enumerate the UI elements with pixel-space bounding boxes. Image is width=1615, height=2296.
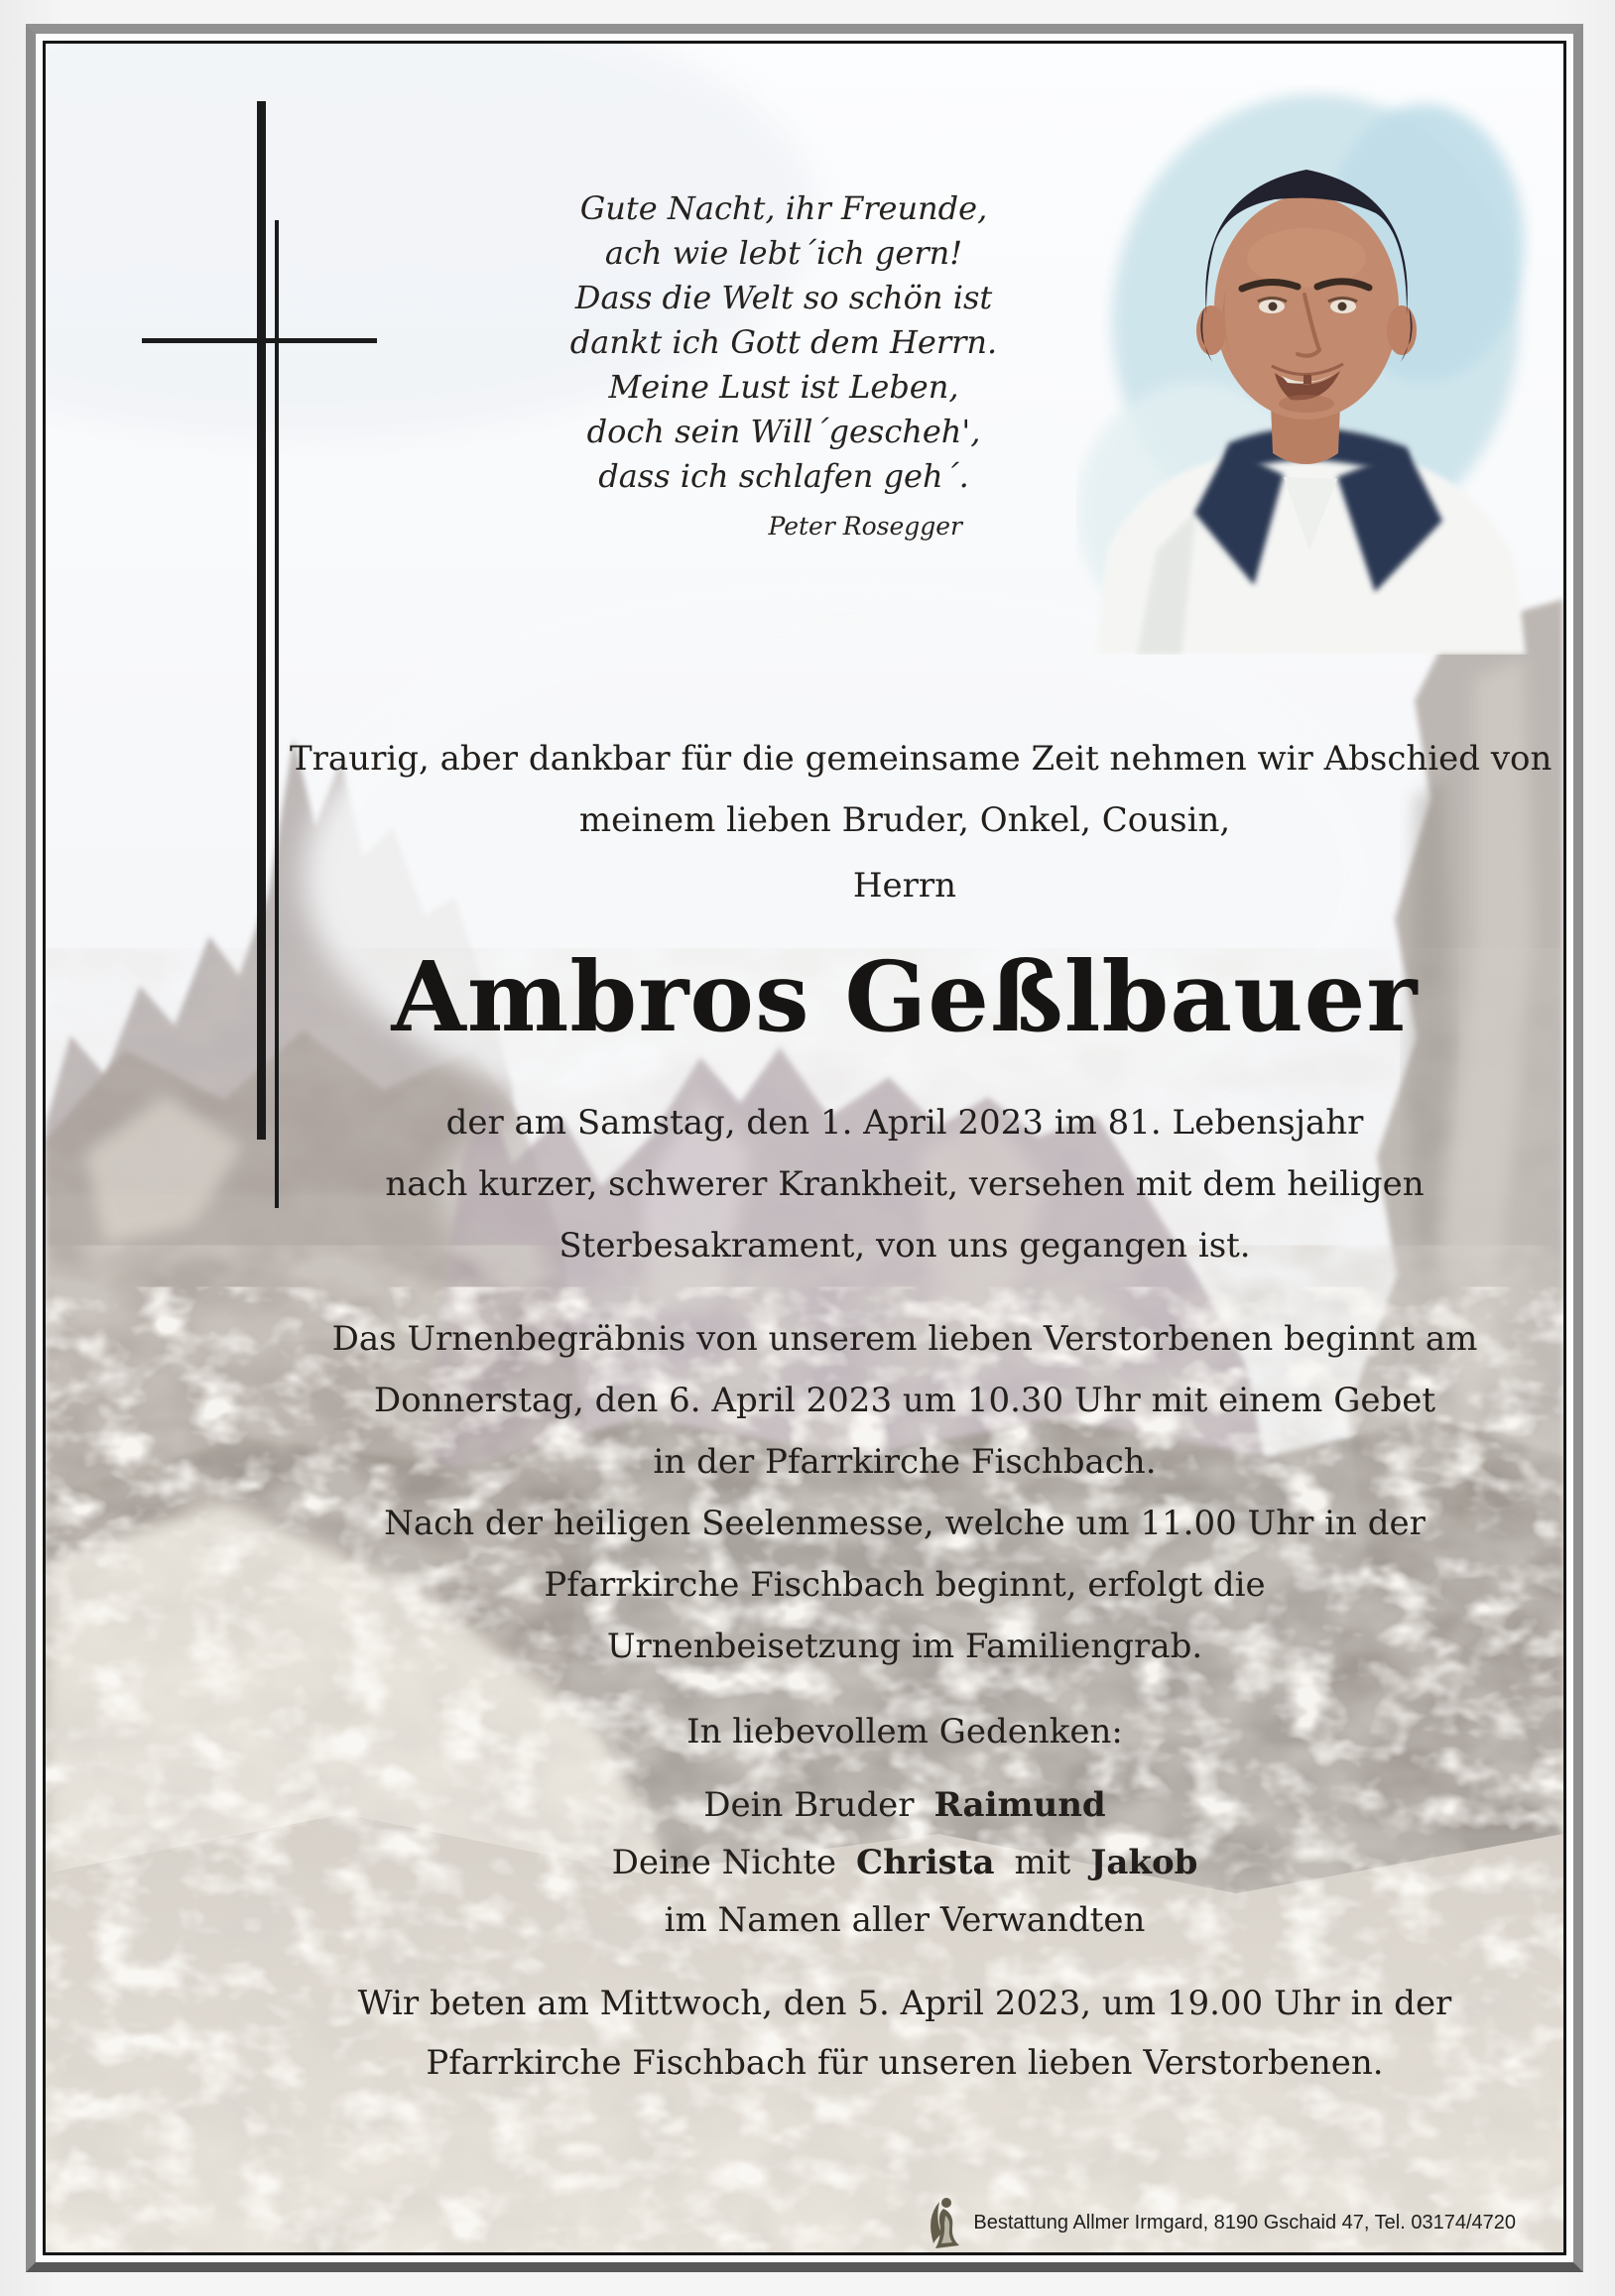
prayer-notice-line: Wir beten am Mittwoch, den 5. April 2023, um 19.00 Uhr in der <box>357 1984 1452 2023</box>
funeral-details <box>290 1308 1520 1677</box>
portrait-photo <box>1076 84 1535 655</box>
funeral-details-line: in der Pfarrkirche Fischbach. <box>653 1442 1157 1482</box>
funeral-details-line: Donnerstag, den 6. April 2023 um 10.30 Uhr mit einem Gebet <box>373 1381 1436 1420</box>
farewell-intro-line: meinem lieben Bruder, Onkel, Cousin, <box>578 800 1231 840</box>
salutation: Herrn <box>852 866 957 906</box>
card-outer-frame <box>26 24 1583 2272</box>
mourner-relation: Dein Bruder <box>703 1785 915 1825</box>
funeral-home-footer <box>924 2194 1516 2251</box>
death-notice-line: der am Samstag, den 1. April 2023 im 81. Lebensjahr <box>445 1103 1364 1143</box>
poem-line: Meine Lust ist Leben, <box>608 368 959 406</box>
mourner-name: Raimund <box>933 1785 1106 1825</box>
mourner-connector: mit <box>1014 1843 1071 1882</box>
funeral-home-info: Bestattung Allmer Irmgard, 8190 Gschaid 47, Tel. 03174/4720 <box>973 2211 1516 2234</box>
death-notice <box>290 1092 1520 1276</box>
cross-vertical-bar <box>257 101 266 1140</box>
prayer-notice-line: Pfarrkirche Fischbach für unseren lieben Verstorbenen. <box>426 2043 1384 2083</box>
cross-horizontal-bar <box>142 338 377 343</box>
funeral-details-line: Urnenbeisetzung im Familiengrab. <box>606 1627 1203 1666</box>
cross-vertical-thin-bar <box>275 220 279 1208</box>
poem-line: Gute Nacht, ihr Freunde, <box>579 189 988 227</box>
mourner-line <box>290 1834 1520 1891</box>
poem-line: Dass die Welt so schön ist <box>574 279 993 316</box>
mourner-line: im Namen aller Verwandten <box>664 1900 1146 1940</box>
funeral-details-line: Pfarrkirche Fischbach beginnt, erfolgt die <box>544 1565 1266 1605</box>
mourner-line <box>290 1776 1520 1834</box>
mourner-name: Christa <box>856 1843 995 1882</box>
death-notice-line: nach kurzer, schwerer Krankheit, versehen mit dem heiligen <box>385 1164 1425 1204</box>
memorial-poem <box>436 186 1131 548</box>
farewell-intro <box>290 728 1553 851</box>
death-notice-line: Sterbesakrament, von uns gegangen ist. <box>559 1226 1251 1266</box>
mourners-list <box>290 1776 1520 1949</box>
prayer-notice <box>290 1974 1520 2093</box>
mourner-relation: Deine Nichte <box>611 1843 837 1882</box>
farewell-intro-line: Traurig, aber dankbar für die gemeinsame Zeit nehmen wir Abschied von <box>290 739 1553 779</box>
funeral-details-line: Nach der heiligen Seelenmesse, welche um 11.00 Uhr in der <box>384 1504 1426 1543</box>
mourner-name: Jakob <box>1090 1843 1198 1882</box>
deceased-name: Ambros Geßlbauer <box>391 940 1419 1053</box>
card-frame-gap <box>36 34 1573 2262</box>
poem-line: doch sein Will´gescheh', <box>586 413 981 450</box>
obituary-card <box>43 41 1566 2255</box>
poem-line: ach wie lebt´ich gern! <box>604 234 963 272</box>
remembrance-heading: In liebevollem Gedenken: <box>686 1712 1123 1752</box>
poem-author: Peter Rosegger <box>768 512 962 541</box>
funeral-details-line: Das Urnenbegräbnis von unserem lieben Verstorbenen beginnt am <box>331 1319 1478 1359</box>
poem-line: dass ich schlafen geh´. <box>598 457 969 495</box>
poem-line: dankt ich Gott dem Herrn. <box>569 323 998 361</box>
angel-logo-icon <box>924 2194 963 2251</box>
